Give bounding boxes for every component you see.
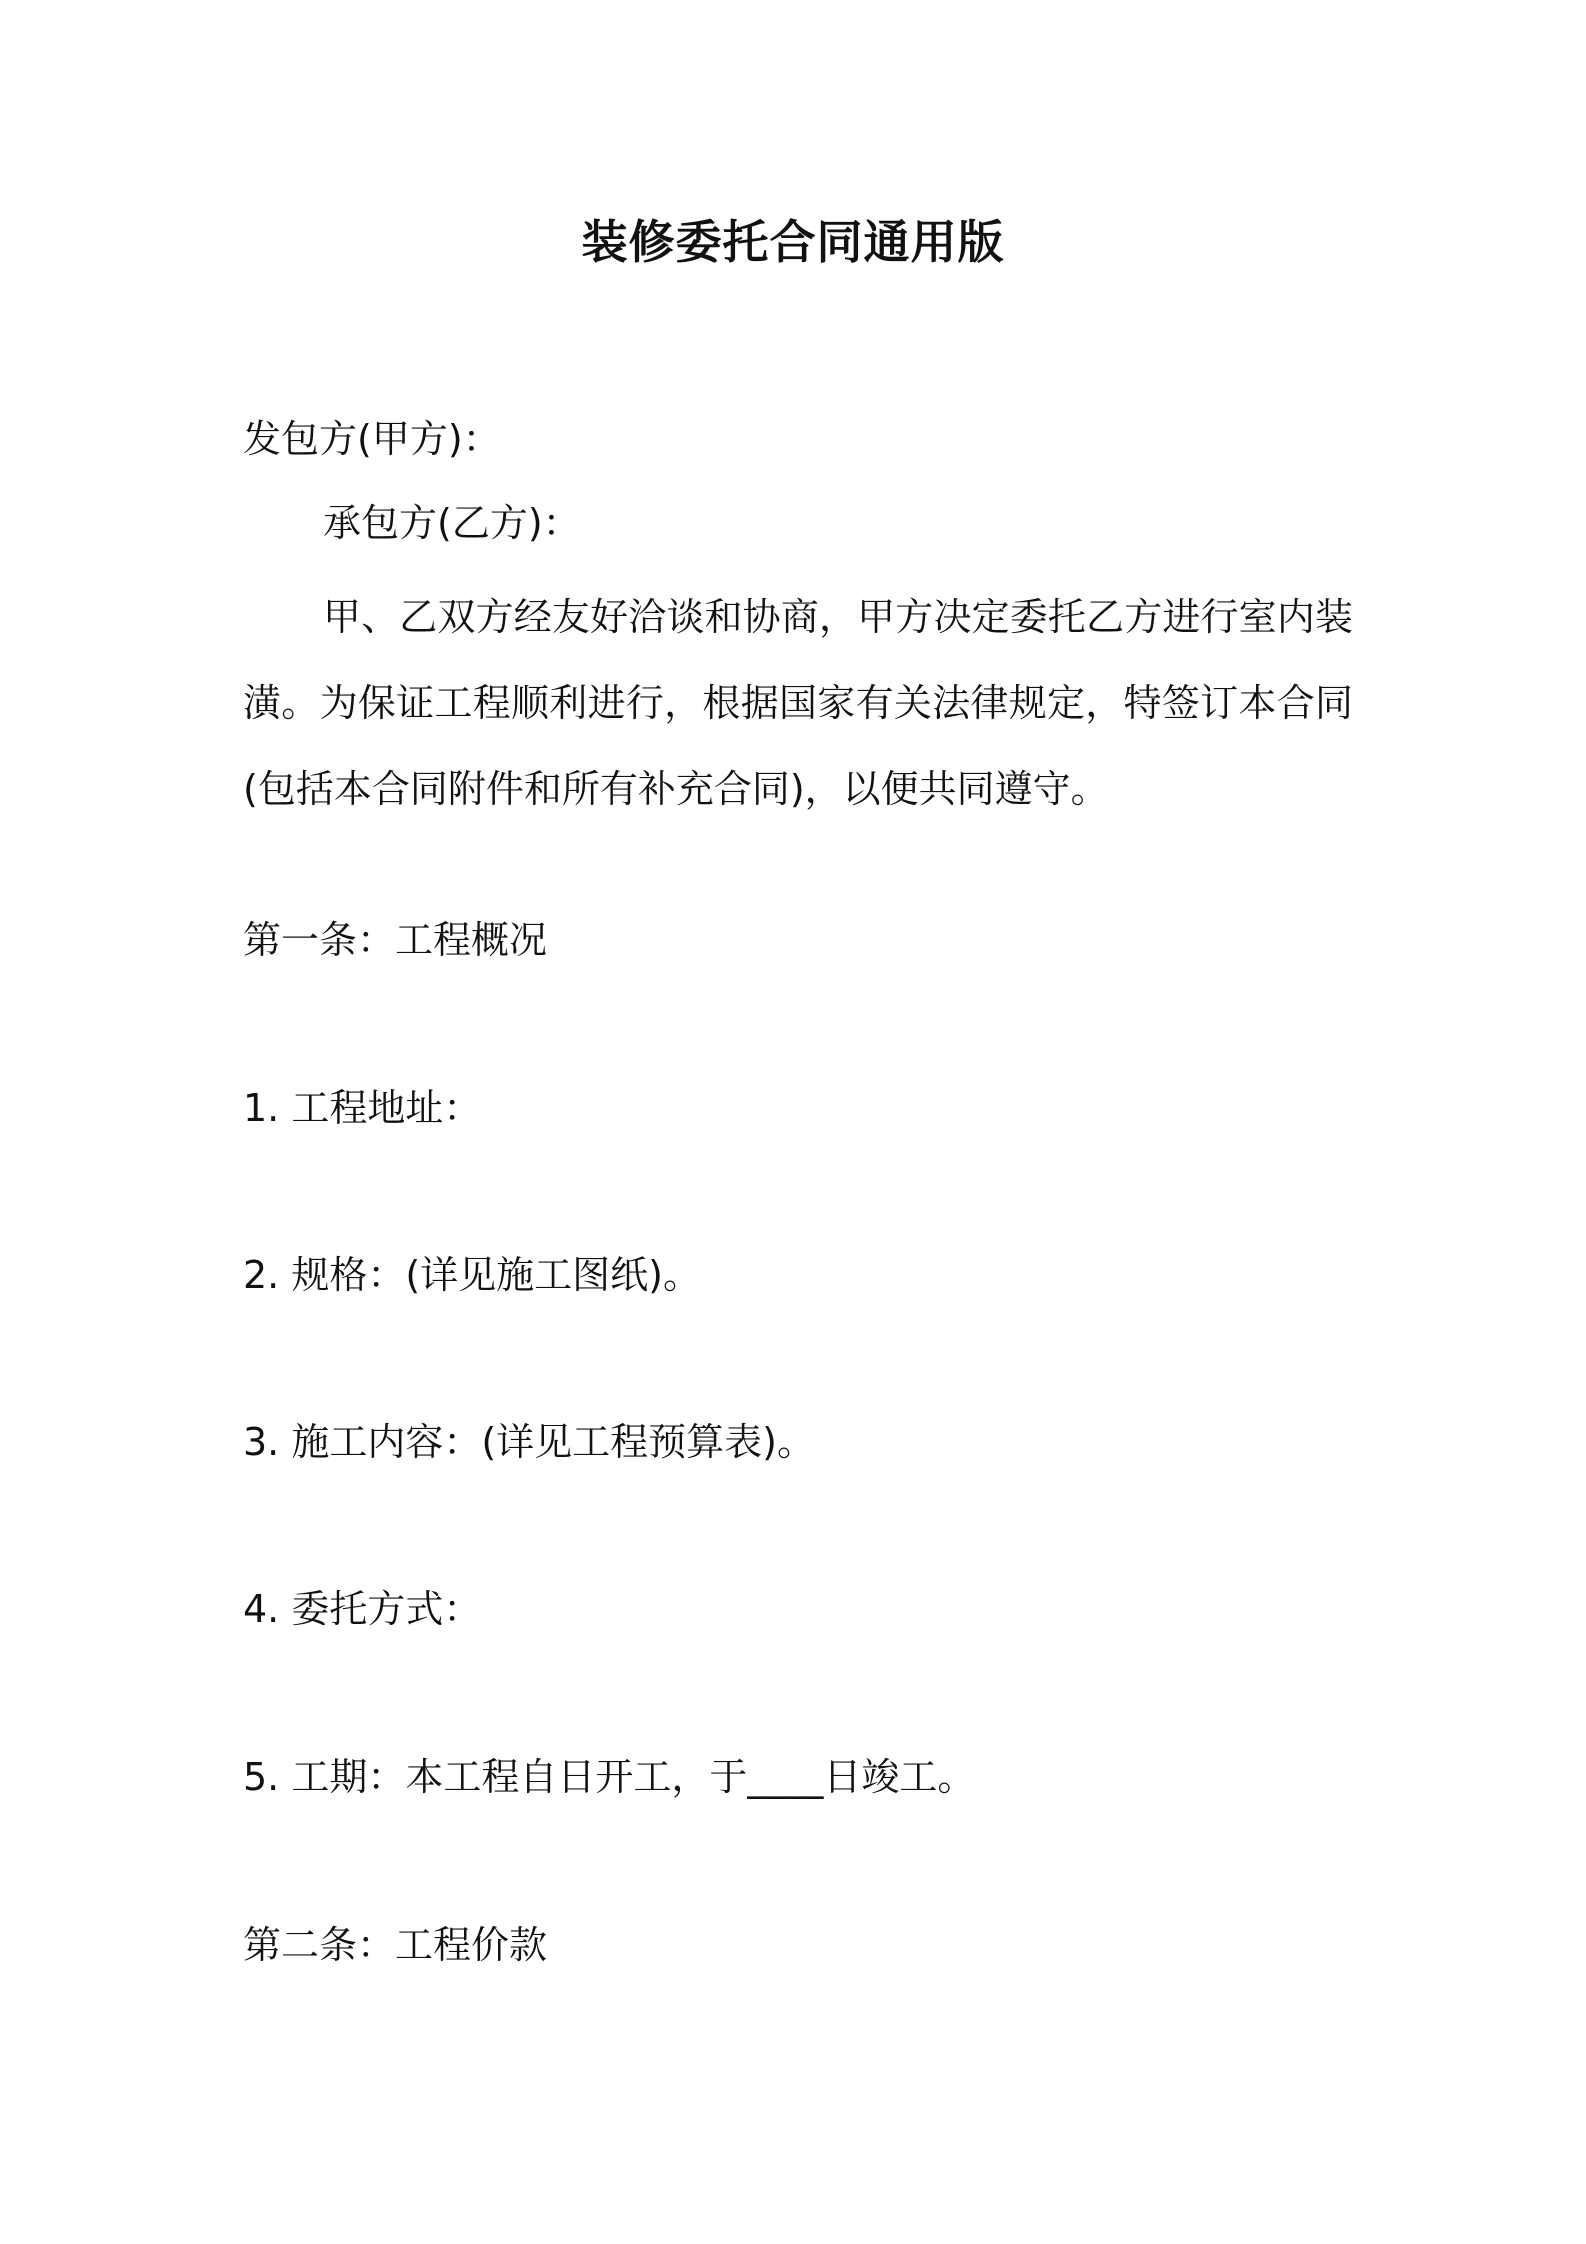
item-5: 5. 工期：本工程自日开工，于____日竣工。: [243, 1755, 976, 1799]
article-1-heading: 第一条：工程概况: [243, 918, 548, 962]
item-4: 4. 委托方式：: [243, 1587, 482, 1631]
article-2-heading: 第二条：工程价款: [243, 1923, 548, 1967]
document-title: 装修委托合同通用版: [581, 215, 1005, 269]
item-2: 2. 规格：(详见施工图纸)。: [243, 1253, 701, 1297]
party-a-line: 发包方(甲方)：: [243, 417, 501, 461]
intro-paragraph: 甲、乙双方经友好洽谈和协商，甲方决定委托乙方进行室内装潢。为保证工程顺利进行，根据国家有关法律规定，特签订本合同(包括本合同附件和所有补充合同)，以便共同遵守。: [243, 595, 1353, 811]
item-1: 1. 工程地址：: [243, 1086, 482, 1130]
party-b-line: 承包方(乙方)：: [323, 501, 581, 545]
item-3: 3. 施工内容：(详见工程预算表)。: [243, 1420, 815, 1464]
